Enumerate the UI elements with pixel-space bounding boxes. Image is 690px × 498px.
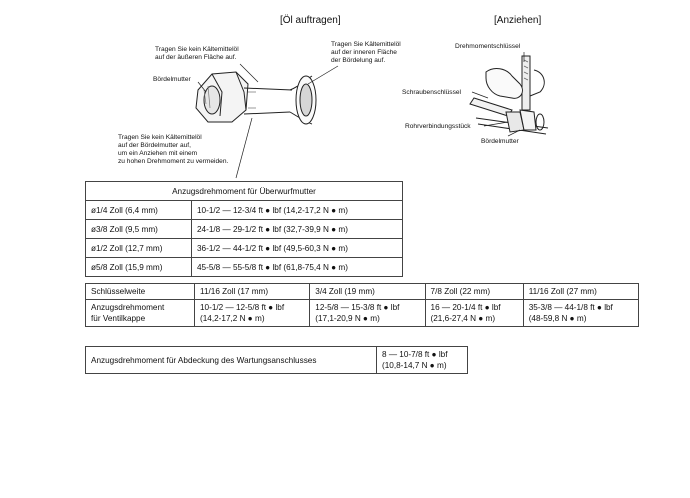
flare-nut-table-header: Anzugsdrehmoment für Überwurfmutter bbox=[86, 182, 403, 201]
torque-cell: 24-1/8 — 29-1/2 ft ● lbf (32,7-39,9 N ● m) bbox=[192, 220, 403, 239]
flare-diagram bbox=[0, 0, 690, 180]
pipe-size-cell: ø1/4 Zoll (6,4 mm) bbox=[86, 201, 192, 220]
label-spanner: Schraubenschlüssel bbox=[402, 89, 462, 96]
tighten-section-title: [Anziehen] bbox=[494, 15, 542, 26]
label-outer-line1: Tragen Sie kein Kältemittelöl bbox=[155, 46, 239, 53]
table-row bbox=[86, 220, 403, 239]
tightening-illustration bbox=[470, 56, 548, 134]
torque-metric: (10,8-14,7 N ● m) bbox=[382, 361, 447, 370]
label-inner-line2: auf der inneren Fläche bbox=[331, 49, 397, 56]
torque-metric: (17,1-20,9 N ● m) bbox=[315, 314, 380, 323]
label-outer-line2: auf der äußeren Fläche auf. bbox=[155, 54, 237, 61]
spanner-width-label: Schlüsselweite bbox=[86, 284, 195, 300]
label-nut-oil bbox=[118, 134, 228, 166]
torque-cell: 10-1/2 — 12-3/4 ft ● lbf (14,2-17,2 N ● m) bbox=[192, 201, 403, 220]
spanner-width-cell: 3/4 Zoll (19 mm) bbox=[310, 284, 425, 300]
table-row bbox=[86, 239, 403, 258]
torque-cell: 36-1/2 — 44-1/2 ft ● lbf (49,5-60,3 N ● m) bbox=[192, 239, 403, 258]
torque-imperial: 35-3/8 — 44-1/8 ft ● lbf bbox=[528, 303, 613, 312]
spanner-width-cell: 11/16 Zoll (17 mm) bbox=[195, 284, 310, 300]
torque-cell: 45-5/8 — 55-5/8 ft ● lbf (61,8-75,4 N ● m) bbox=[192, 258, 403, 277]
valve-cap-torque-cell bbox=[523, 300, 638, 327]
label-inner-line1: Tragen Sie Kältemittelöl bbox=[331, 41, 401, 48]
table-row bbox=[86, 258, 403, 277]
label-union: Rohrverbindungsstück bbox=[405, 123, 471, 130]
label-flare-nut-right: Bördelmutter bbox=[481, 138, 519, 145]
valve-cap-torque-label bbox=[86, 300, 195, 327]
table-row bbox=[86, 300, 639, 327]
spanner-width-cell: 11/16 Zoll (27 mm) bbox=[523, 284, 638, 300]
label-nut-line1: Tragen Sie kein Kältemittelöl bbox=[118, 134, 202, 141]
valve-cap-torque-cell bbox=[310, 300, 425, 327]
valve-cap-label-line1: Anzugsdrehmoment bbox=[91, 303, 165, 312]
pipe-size-cell: ø1/2 Zoll (12,7 mm) bbox=[86, 239, 192, 258]
valve-cap-label-line2: für Ventilkappe bbox=[91, 314, 146, 323]
label-nut-line4: zu hohen Drehmoment zu vermeiden. bbox=[118, 158, 229, 165]
torque-imperial: 16 — 20-1/4 ft ● lbf bbox=[430, 303, 501, 312]
label-inner-line3: der Bördelung auf. bbox=[331, 57, 386, 64]
valve-cap-torque-table bbox=[85, 283, 639, 327]
label-nut-line2: auf der Bördelmutter auf, bbox=[118, 142, 191, 149]
table-row bbox=[86, 201, 403, 220]
spanner-width-cell: 7/8 Zoll (22 mm) bbox=[425, 284, 523, 300]
torque-metric: (48-59,8 N ● m) bbox=[528, 314, 587, 323]
service-port-label: Anzugsdrehmoment für Abdeckung des Wartungsanschlusses bbox=[86, 347, 377, 374]
label-inner-surface bbox=[331, 41, 401, 65]
valve-cap-torque-cell bbox=[195, 300, 310, 327]
valve-cap-torque-cell bbox=[425, 300, 523, 327]
torque-imperial: 10-1/2 — 12-5/8 ft ● lbf bbox=[200, 303, 285, 312]
label-torque-wrench: Drehmomentschlüssel bbox=[455, 43, 521, 50]
torque-metric: (21,6-27,4 N ● m) bbox=[430, 314, 496, 323]
service-port-torque-cell bbox=[377, 347, 468, 374]
label-flare-nut-left: Bördelmutter bbox=[153, 76, 191, 83]
oil-section-title: [Öl auftragen] bbox=[280, 15, 341, 26]
label-nut-line3: um ein Anziehen mit einem bbox=[118, 150, 198, 157]
torque-imperial: 12-5/8 — 15-3/8 ft ● lbf bbox=[315, 303, 400, 312]
flare-nut-torque-table bbox=[85, 181, 403, 277]
torque-metric: (14,2-17,2 N ● m) bbox=[200, 314, 265, 323]
pipe-size-cell: ø5/8 Zoll (15,9 mm) bbox=[86, 258, 192, 277]
table-row bbox=[86, 347, 468, 374]
pipe-size-cell: ø3/8 Zoll (9,5 mm) bbox=[86, 220, 192, 239]
service-port-torque-table bbox=[85, 346, 468, 374]
table-header-row bbox=[86, 284, 639, 300]
label-outer-surface bbox=[155, 46, 239, 62]
table-header-row bbox=[86, 182, 403, 201]
torque-imperial: 8 — 10-7/8 ft ● lbf bbox=[382, 350, 448, 359]
